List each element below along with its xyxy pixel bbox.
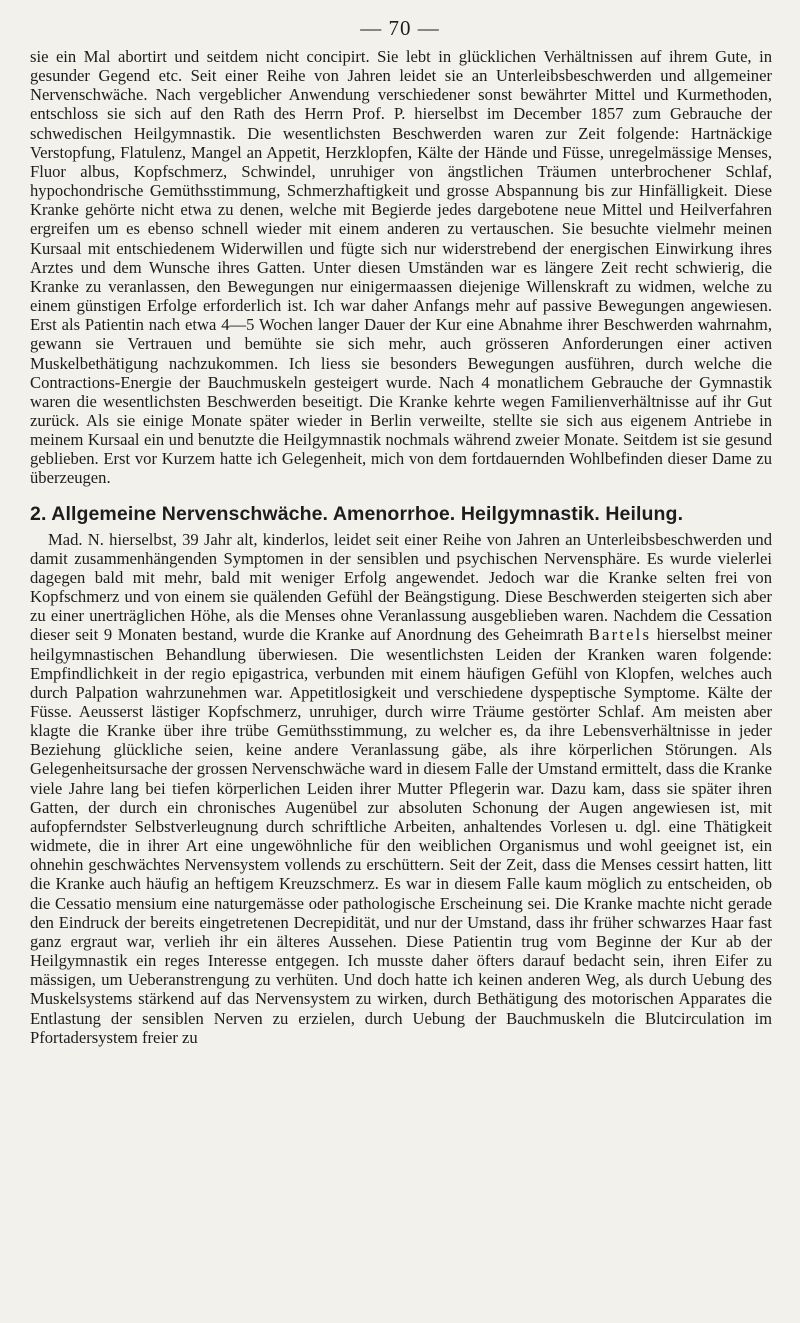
paragraph-case-2-part-1: Mad. N. hierselbst, 39 Jahr alt, kinderlos, leidet seit einer Reihe von Jahren an Unterleibsbeschwerden und damit zusammenhängenden Symptomen in der sensiblen und psychischen Nervensphäre. Es wurde vielerlei dagegen bald mit mehr, bald mit weniger Erfolg angewendet. Jedoch war die Kranke selten frei von Kopfschmerz und von einem sie quälenden Gefühl der Beängstigung. Diese Beschwerden steigerten sich aber zu einer unerträglichen Höhe, als die Menses ohne Veranlassung ausgeblieben waren. Nachdem die Cessation dieser seit 9 Monaten bestand, wurde die Kranke auf Anordnung des Geheimrath xyxy=(30,529,772,645)
physician-name: Bartels xyxy=(588,625,652,645)
paragraph-case-1-continuation: sie ein Mal abortirt und seitdem nicht concipirt. Sie lebt in glücklichen Verhältnissen auf ihrem Gute, in gesunder Gegend etc. Seit einer Reihe von Jahren leidet sie an Unterleibsbeschwerden und allgemeiner Nervenschwäche. Nach vergeblicher Anwendung verschiedener sonst bewährter Mittel und Kurmethoden, entschloss sie sich auf den Rath des Herrn Prof. P. hierselbst im December 1857 zum Gebrauche der schwedischen Heilgymnastik. Die wesentlichsten Beschwerden waren zur Zeit folgende: Hartnäckige Verstopfung, Flatulenz, Mangel an Appetit, Herzklopfen, Kälte der Hände und Füsse, unregelmässige Menses, Fluor albus, Kopfschmerz, Schwindel, unruhiger von ängstlichen Träumen unterbrochener Schlaf, hypochondrische Gemüthsstimmung, Schmerzhaftigkeit und grosse Abspannung bis zur Hinfälligkeit. Diese Kranke gehörte nicht etwa zu denen, welche mit Begierde jedes dargebotene neue Mittel und Heilverfahren ergreifen um es ebenso schnell wieder mit einem anderen zu vertauschen. Sie besuchte vielmehr meinen Kursaal mit entschiedenem Widerwillen und fügte sich nur widerstrebend der energischen Einwirkung ihres Arztes und dem Wunsche ihres Gatten. Unter diesen Umständen war es längere Zeit recht schwierig, die Kranke zu veranlassen, den Bewegungen nur einigermaassen diejenige Willenskraft zu widmen, welche zu einem günstigen Erfolge erforderlich ist. Ich war daher Anfangs mehr auf passive Bewegungen angewiesen. Erst als Patientin nach etwa 4—5 Wochen langer Dauer der Kur eine Abnahme ihrer Beschwerden wahrnahm, gewann sie Vertrauen und bemühte sie sich mehr, auch grösseren Anforderungen einer activen Muskelbethätigung nachzukommen. Ich liess sie besonders Bewegungen ausführen, durch welche die Contractions-Energie der Bauchmuskeln gesteigert wurde. Nach 4 monatlichem Gebrauche der Gymnastik waren die wesentlichsten Beschwerden beseitigt. Die Kranke kehrte wegen Familienverhältnisse auf ihr Gut zurück. Als sie einige Monate später wieder in Berlin verweilte, stellte sie sich aus eigenem Antriebe in meinem Kursaal ein und benutzte die Heilgymnastik nochmals während zweier Monate. Seitdem ist sie gesund geblieben. Erst vor Kurzem hatte ich Gelegenheit, mich von dem fortdauernden Wohlbefinden dieser Dame zu überzeugen. xyxy=(30,47,772,488)
page-text xyxy=(30,47,772,1047)
page-number: — 70 — xyxy=(360,16,440,40)
paragraph-case-2-part-2: hierselbst meiner heilgymnastischen Behandlung überwiesen. Die wesentlichsten Leiden der Kranken waren folgende: Empfindlichkeit in der regio epigastrica, verbunden mit einem häufigen Gefühl von Klopfen, welches auch durch Palpation wahrzunehmen war. Appetitlosigkeit und verschiedene dyspeptische Symptome. Kälte der Füsse. Aeusserst lästiger Kopfschmerz, unruhiger, durch wirre Träume gestörter Schlaf. Am meisten aber klagte die Kranke über ihre trübe Gemüthsstimmung, zu welcher es, da ihre Lebensverhältnisse in jeder Beziehung glückliche seien, keine andere Veranlassung gäbe, als ihre körperlichen Störungen. Als Gelegenheitsursache der grossen Nervenschwäche ward in diesem Falle der Umstand ermittelt, dass die Kranke viele Jahre lang bei tiefen körperlichen Leiden ihrer Mutter Pflegerin war. Dazu kam, dass sie später ihren Gatten, der durch ein chronisches Augenübel zur absoluten Schonung der Augen angewiesen ist, mit aufopferndster Selbstverleugnung durch schriftliche Arbeiten, anhaltendes Vorlesen u. dgl. eine Thätigkeit widmete, die in ihrer Art eine ungewöhnliche für den weiblichen Organismus und wohl geeignet ist, ein ohnehin geschwächtes Nervensystem vollends zu erschüttern. Seit der Zeit, dass die Menses cessirt hatten, litt die Kranke auch häufig an heftigem Kreuzschmerz. Es war in diesem Falle kaum möglich zu entscheiden, ob die Cessatio mensium eine naturgemässe oder pathologische Erscheinung sei. Die Kranke machte nicht gerade den Eindruck der bereits eingetretenen Decrepidität, und nur der Umstand, dass ihr früher schwarzes Haar fast ganz ergraut war, verlieh ihr ein älteres Aussehen. Diese Patientin trug vom Beginne der Kur ab der Heilgymnastik ein reges Interesse entgegen. Ich musste daher öfters darauf bedacht sein, ihren Eifer zu mässigen, um Ueberanstrengung zu verhüten. Und doch hatte ich keinen anderen Weg, als durch Uebung des Muskelsystems stärkend auf das Nervensystem zu wirken, durch Bethätigung des motorischen Apparates die Entlastung der sensiblen Nerven zu erzielen, durch Uebung der Bauchmuskeln die Blutcirculation im Pfortadersystem freier zu xyxy=(30,625,772,1047)
section-heading-2: 2. Allgemeine Nervenschwäche. Amenorrhoe. Heilgymnastik. Heilung. xyxy=(30,502,684,525)
paragraph-case-2 xyxy=(30,530,772,1047)
